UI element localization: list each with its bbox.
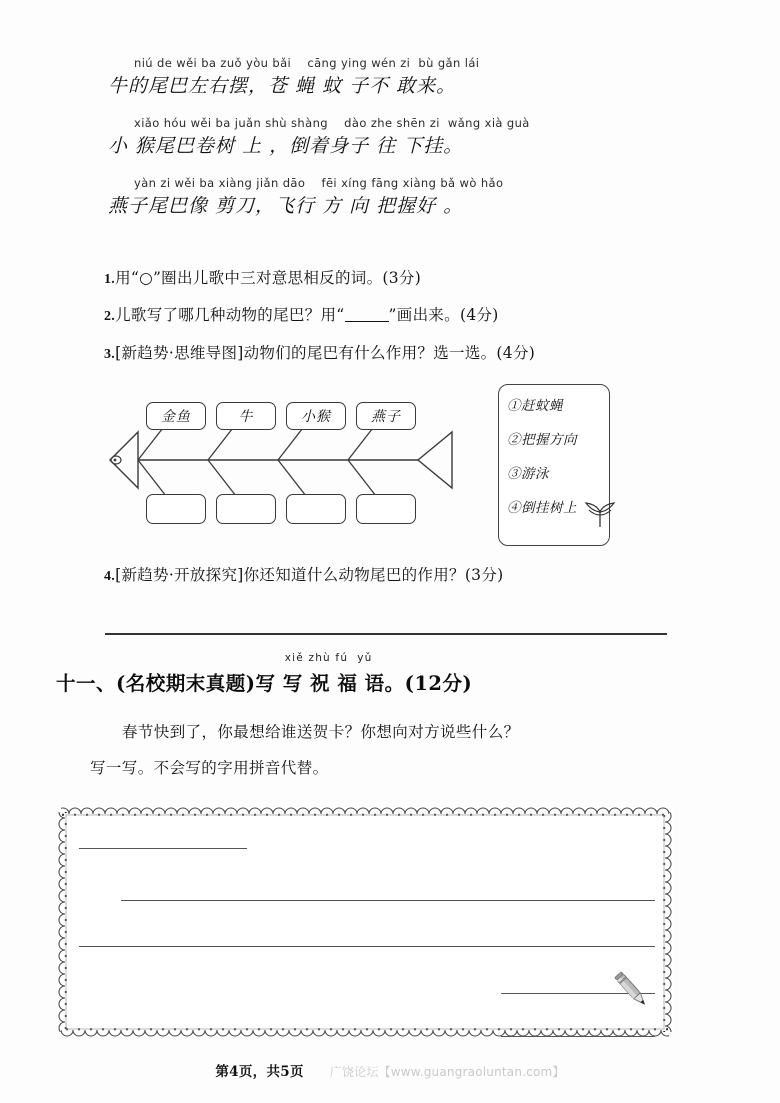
poem-hanzi: 燕子尾巴像 剪刀，飞行 方 向 把握好 。 xyxy=(108,195,464,217)
option-item-2[interactable]: ②把握方向 xyxy=(507,432,577,448)
poem-line xyxy=(108,116,688,158)
poem-hanzi: 小 猴尾巴卷树 上 ，倒着身子 往 下挂。 xyxy=(108,135,464,157)
section-heading-annotated xyxy=(282,652,385,696)
decorative-scalloped-border-icon xyxy=(57,806,673,1038)
writing-answer-box[interactable] xyxy=(57,806,673,1038)
section-heading xyxy=(56,652,473,696)
question-2-text-after: ”画出来。(4分) xyxy=(388,306,499,324)
prompt-line-2: 写一写。不会写的字用拼音代替。 xyxy=(90,759,329,777)
section-divider xyxy=(105,633,667,635)
option-item-3[interactable]: ③游泳 xyxy=(507,466,549,482)
fishbone-diagram xyxy=(100,388,470,538)
question-3 xyxy=(104,341,535,363)
section-heading-pinyin: xiě zhù fú yǔ xyxy=(284,652,373,664)
question-4 xyxy=(104,563,504,585)
fishbone-answer-box-3[interactable] xyxy=(286,494,346,524)
pencil-icon xyxy=(609,968,655,1014)
writing-line-3[interactable] xyxy=(79,946,655,947)
question-1 xyxy=(104,266,421,288)
option-item-4[interactable]: ④倒挂树上 xyxy=(507,500,577,516)
question-1-number: 1. xyxy=(104,272,116,287)
section-heading-prefix: 十一、(名校期末真题)写 xyxy=(56,672,283,695)
fishbone-answer-box-2[interactable] xyxy=(216,494,276,524)
page-number-label: 第4页，共5页 xyxy=(215,1064,304,1080)
poem-line xyxy=(108,176,688,218)
writing-line-1[interactable] xyxy=(79,848,247,849)
prompt-line-1: 春节快到了，你最想给谁送贺卡？你想向对方说些什么？ xyxy=(122,723,520,741)
writing-line-5[interactable] xyxy=(501,1036,655,1037)
option-item-1[interactable]: ①赶蚊蝇 xyxy=(507,398,563,414)
answer-blank-underline[interactable] xyxy=(345,321,389,322)
poem-pinyin: xiǎo hóu wěi ba juǎn shù shàng dào zhe shēn zi wǎng xià guà xyxy=(134,116,530,130)
footer-inner xyxy=(215,1060,564,1081)
fishbone-label-box-4: 燕子 xyxy=(356,402,416,430)
question-2-number: 2. xyxy=(104,309,116,324)
site-watermark: 广饶论坛【www.guangraoluntan.com】 xyxy=(329,1065,565,1079)
poem-pinyin: niú de wěi ba zuǒ yòu bǎi cāng ying wén zi bù gǎn lái xyxy=(134,56,480,70)
fishbone-label-box-1: 金鱼 xyxy=(146,402,206,430)
fishbone-label-box-3: 小猴 xyxy=(286,402,346,430)
question-2 xyxy=(104,303,499,325)
question-2-text-before: 儿歌写了哪几种动物的尾巴？用“ xyxy=(115,306,345,324)
question-4-text: [新趋势·开放探究]你还知道什么动物尾巴的作用？(3分) xyxy=(115,566,504,584)
poem-pinyin: yàn zi wěi ba xiàng jiǎn dāo fēi xíng fāng xiàng bǎ wò hǎo xyxy=(134,176,504,190)
page-footer xyxy=(0,1060,780,1081)
sprout-icon xyxy=(583,501,617,529)
writing-prompt xyxy=(90,714,690,786)
question-1-text: 用“○”圈出儿歌中三对意思相反的词。(3分) xyxy=(115,269,422,287)
poem-line xyxy=(108,56,688,98)
section-heading-hanzi: 写 祝 福 语 xyxy=(282,672,385,695)
question-3-text: [新趋势·思维导图]动物们的尾巴有什么作用？选一选。(4分) xyxy=(115,344,536,362)
options-panel xyxy=(498,384,610,546)
question-4-number: 4. xyxy=(104,569,116,584)
poem-block xyxy=(108,56,688,236)
writing-line-2[interactable] xyxy=(121,900,655,901)
fishbone-answer-box-4[interactable] xyxy=(356,494,416,524)
question-3-number: 3. xyxy=(104,347,116,362)
poem-hanzi: 牛的尾巴左右摆，苍 蝇 蚊 子不 敢来。 xyxy=(108,75,457,97)
section-heading-suffix: 。(12分) xyxy=(384,672,473,695)
fishbone-label-box-2: 牛 xyxy=(216,402,276,430)
fishbone-answer-box-1[interactable] xyxy=(146,494,206,524)
